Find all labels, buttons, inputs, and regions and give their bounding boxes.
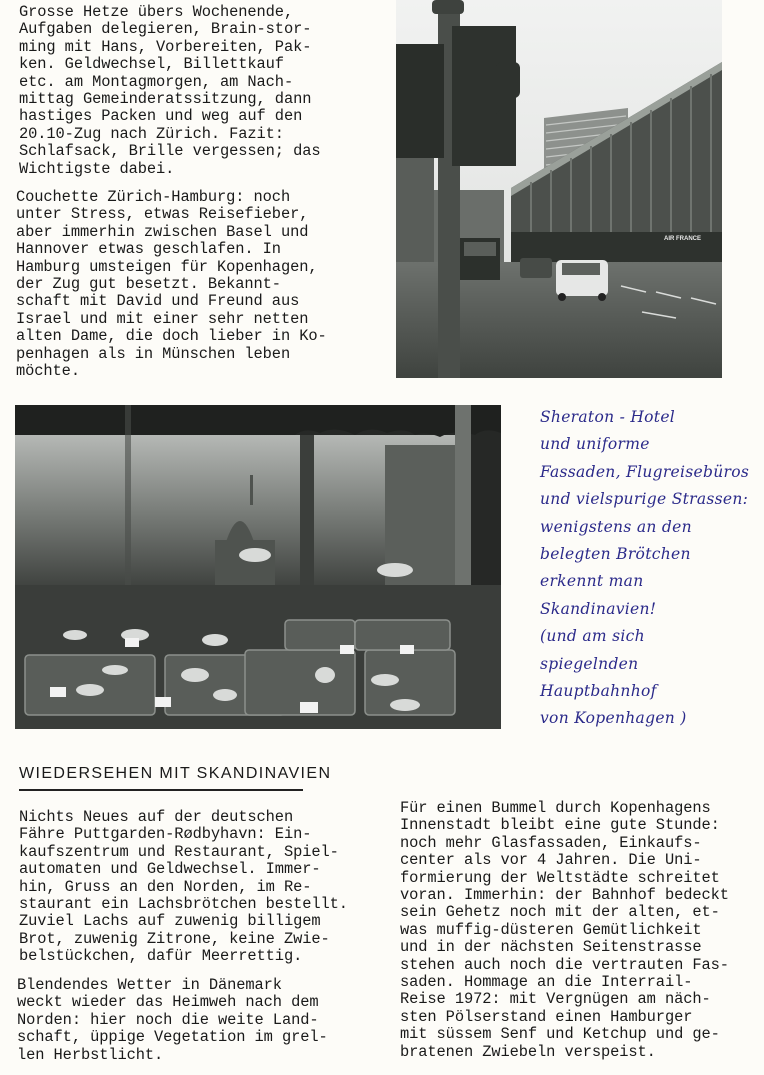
left-column-paragraph-2: Blendendes Wetter in Dänemark weckt wieder das Heimweh nach dem Norden: hier noch die weite Land- schaft, üppige Vegetation im grel- len Herbstlicht. [17, 976, 328, 1064]
section-heading: WIEDERSEHEN MIT SKANDINAVIEN [19, 765, 332, 782]
left-column-paragraph-1: Nichts Neues auf der deutschen Fähre Puttgarden-Rødbyhavn: Ein- kaufszentrum und Restaurant, Spiel- automaten und Geldwechsel. Immer- hin, Gruss an den Norden, im Re- staurant ein Lachsbrötchen bestellt. Zuviel Lachs auf zuwenig billigem Brot, zuwenig Zitrone, keine Zwie- belstückchen, dafür Meerrettig. [19, 808, 348, 966]
intro-paragraph: Grosse Hetze übers Wochenende, Aufgaben delegieren, Brain-stor- ming mit Hans, Vorbereiten, Pak- ken. Geldwechsel, Billettkauf etc. am Montagmorgen, am Nach- mittag Gemeinderatssitzung, dann hastiges Packen und weg auf den 20.10-Zug nach Zürich. Fazit: Schlafsack, Brille vergessen; das Wichtigste dabei. [19, 3, 321, 178]
handwritten-note: Sheraton - Hotel und uniforme Fassaden, Flugreisebüros und vielspurige Strassen: wenigstens an den belegten Brötchen erkennt man Skandinavien! (und am sich spiegelnden Hauptbahnhof von Kopenhagen ) [540, 408, 750, 728]
shop-window-photo [15, 405, 501, 729]
street-scene-illustration [396, 0, 722, 378]
truck [460, 238, 500, 280]
heading-underline [19, 789, 303, 791]
street-photo [396, 0, 722, 378]
shop-window-illustration [15, 405, 501, 729]
air-france-sign: AIR FRANCE [664, 236, 701, 242]
right-column-paragraph-1: Für einen Bummel durch Kopenhagens Innenstadt bleibt eine gute Stunde: noch mehr Glasfassaden, Einkaufs- center als vor 4 Jahren. Die Uni- formierung der Weltstädte schreitet voran. Immerhin: der Bahnhof bedeckt sein Gehetz noch mit der alten, et- was muffig-düsteren Gemütlichkeit und in der nächsten Seitenstrasse stehen auch noch die vertrauten Fas- saden. Hommage an die Interrail- Reise 1972: mit Vergnügen am näch- sten Pölserstand einen Hamburger mit süssem Senf und Ketchup und ge- bratenen Zwiebeln verspeist. [400, 799, 729, 1061]
white-car [556, 260, 608, 301]
couchette-paragraph: Couchette Zürich-Hamburg: noch unter Stress, etwas Reisefieber, aber immerhin zwischen Basel und Hannover etwas geschlafen. In Hamburg umsteigen für Kopenhagen, der Zug gut besetzt. Bekannt- schaft mit David und Freund aus Israel und mit einer sehr netten alten Dame, die doch lieber in Ko- penhagen als in Münschen leben möchte. [16, 188, 327, 381]
dark-car [520, 258, 552, 278]
